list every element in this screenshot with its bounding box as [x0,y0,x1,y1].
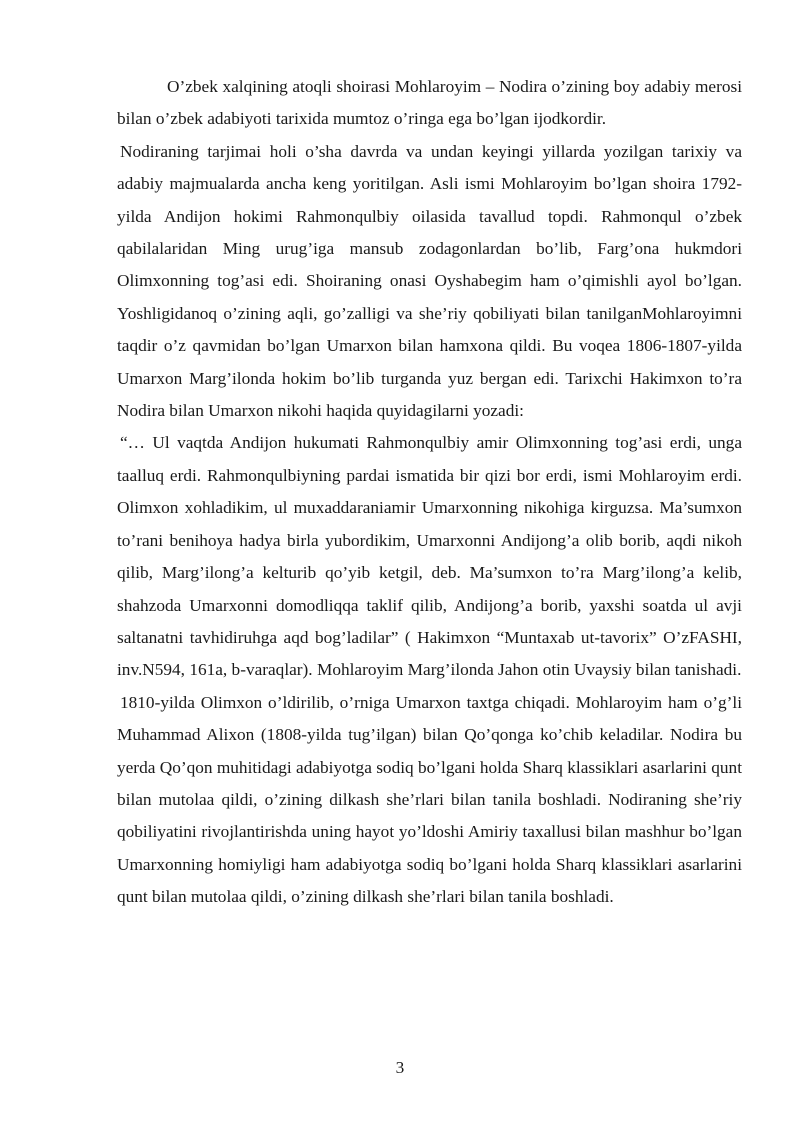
paragraph-quotation: “… Ul vaqtda Andijon hukumati Rahmonqulbiy amir Olimxonning tog’asi erdi, unga taalluq erdi. Rahmonqulbiyning pardai ismatida bir qizi bor erdi, ismi Mohlaroyim erdi. Olimxon xohladikim, ul muxaddaraniamir Umarxonning nikohiga kirguzsa. Ma’sumxon to’rani benihoya hadya birla yubordikim, Umarxonni Andijong’a olib borib, aqdi nikoh qilib, Marg’ilong’a kelturib qo’yib ketgil, deb. Ma’sumxon to’ra Marg’ilong’a kelib, shahzoda Umarxonni domodliqqa taklif qilib, Andijong’a borib, yaxshi soatda ul avji saltanatni tavhidiruhga aqd bog’ladilar” ( Hakimxon “Muntaxab ut-tavorix” O’zFASHI, inv.N594, 161a, b-varaqlar). Mohlaroyim Marg’ilonda Jahon otin Uvaysiy bilan tanishadi. [117,433,742,680]
paragraph-intro: O’zbek xalqining atoqli shoirasi Mohlaroyim – Nodira o’zining boy adabiy merosi bilan o’zbek adabiyoti tarixida mumtoz o’ringa ega bo’lgan ijodkordir. [117,77,742,129]
body-text [117,71,742,914]
paragraph-biography: Nodiraning tarjimai holi o’sha davrda va undan keyingi yillarda yozilgan tarixiy va adabiy majmualarda ancha keng yoritilgan. Asli ismi Mohlaroyim bo’lgan shoira 1792-yilda Andijon hokimi Rahmonqulbiy oilasida tavallud topdi. Rahmonqul o’zbek qabilalaridan Ming urug’iga mansub zodagonlardan bo’lib, Farg’ona hukmdori Olimxonning tog’asi edi. Shoiraning onasi Oyshabegim ham o’qimishli ayol bo’lgan. Yoshligidanoq o’zining aqli, go’zalligi va she’riy qobiliyati bilan tanilganMohlaroyimni taqdir o’z qavmidan bo’lgan Umarxon bilan hamxona qildi. Bu voqea 1806-1807-yilda Umarxon Marg’ilonda hokim bo’lib turganda yuz bergan edi. Tarixchi Hakimxon to’ra Nodira bilan Umarxon nikohi haqida quyidagilarni yozadi: [117,141,742,421]
page-number: 3 [395,1058,405,1077]
paragraph-koqand: 1810-yilda Olimxon o’ldirilib, o’rniga Umarxon taxtga chiqadi. Mohlaroyim ham o’g’li Muhammad Alixon (1808-yilda tug’ilgan) bilan Qo’qonga ko’chib keladilar. Nodira bu yerda Qo’qon muhitidagi adabiyotga sodiq bo’lgani holda Sharq klassiklari asarlarini qunt bilan mutolaa qildi, o’zining dilkash she’rlari bilan tanila boshladi. Nodiraning she’riy qobiliyatini rivojlantirishda uning hayot yo’ldoshi Amiriy taxallusi bilan mashhur bo’lgan Umarxonning homiyligi ham adabiyotga sodiq bo’lgani holda Sharq klassiklari asarlarini qunt bilan mutolaa qildi, o’zining dilkash she’rlari bilan tanila boshladi. [117,692,742,907]
